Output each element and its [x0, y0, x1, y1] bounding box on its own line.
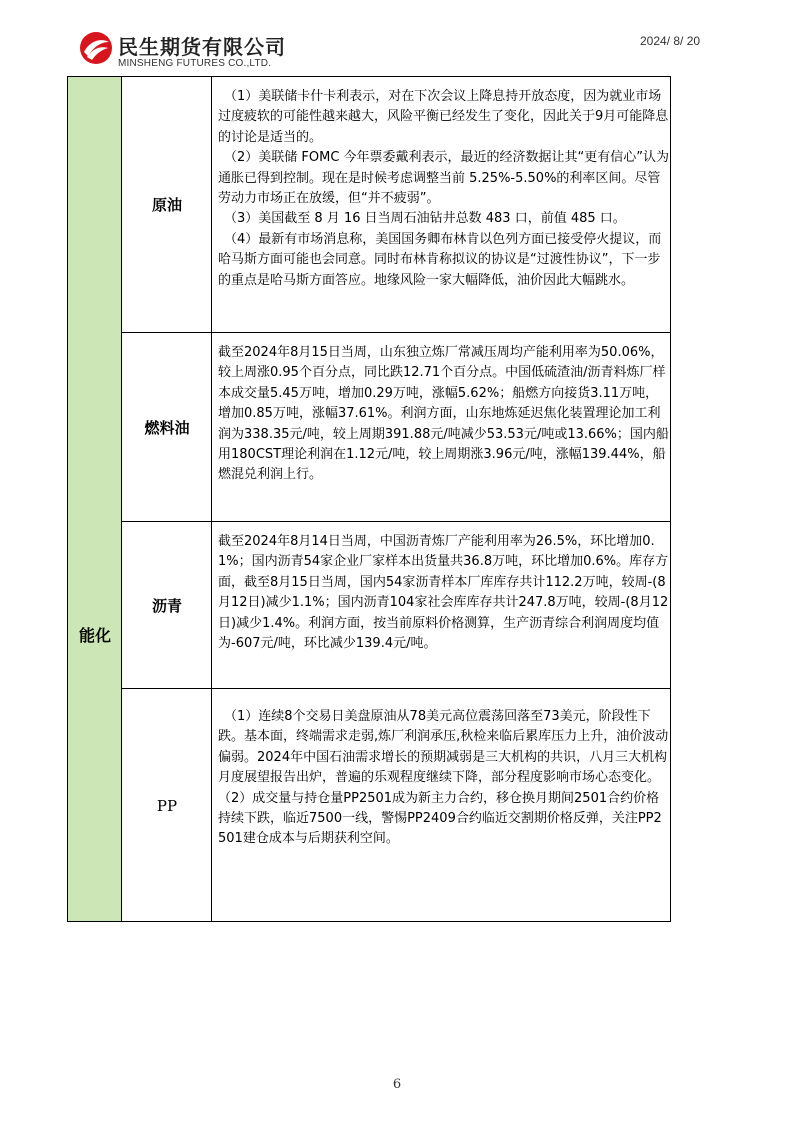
- commodity-content: [212, 333, 670, 486]
- content-paragraph: 截至2024年8月15日当周，山东独立炼厂常减压周均产能利用率为50.06%，较上周涨0.95个百分点，同比跌12.71个百分点。中国低硫渣油/沥青料炼厂样本成交量5.45万吨，增加0.29万吨，涨幅5.62%；船燃方向接货3.11万吨，增加0.85万吨，涨幅37.61%。利润方面，山东地炼延迟焦化装置理论加工利润为338.35元/吨，较上周期391.88元/吨减少53.53元/吨或13.66%；国内船用180CST理论利润在1.12元/吨，较上周期涨3.96元/吨，涨幅139.44%，船燃混兑利润上行。: [218, 345, 669, 483]
- page-header: [0, 0, 794, 72]
- content-paragraph: （2）美联储 FOMC 今年票委戴利表示，最近的经济数据让其“更有信心”认为通胀已得到控制。现在是时候考虑调整当前 5.25%-5.50%的利率区间。尽管劳动力市场正在放缓，但“并不疲弱”。: [218, 150, 670, 207]
- commodity-name-cell: [122, 689, 212, 921]
- commodity-table: [67, 76, 671, 922]
- table-row-crude-oil: [122, 77, 670, 333]
- sector-cell: [68, 77, 122, 921]
- content-paragraph: （4）最新有市场消息称，美国国务卿布林肯以色列方面已接受停火提议，而哈马斯方面可能也会同意。同时布林肯称拟议的协议是“过渡性协议”，下一步的重点是哈马斯方面答应。地缘风险一家大幅降低，油价因此大幅跳水。: [218, 231, 662, 288]
- commodity-name-cell: [122, 522, 212, 688]
- commodity-name: 沥青: [151, 597, 182, 615]
- commodity-name: 燃料油: [144, 419, 190, 437]
- commodity-name: 原油: [151, 196, 182, 214]
- company-name-cn: 民生期货有限公司: [118, 35, 286, 59]
- content-paragraph: （1）美联储卡什卡利表示，对在下次会议上降息持开放态度，因为就业市场过度疲软的可能性越来越大，风险平衡已经发生了变化，因此关于9月可能降息的讨论是适当的。: [218, 89, 669, 145]
- minsheng-logo-icon: [78, 30, 114, 66]
- company-name-en: MINSHENG FUTURES CO.,LTD.: [118, 58, 272, 69]
- commodity-content: [212, 522, 670, 654]
- table-row-fuel-oil: [122, 333, 670, 522]
- table-row-pp: [122, 689, 670, 921]
- content-paragraph: （3）美国截至 8 月 16 日当周石油钻井总数 483 口，前值 485 口。: [224, 211, 626, 227]
- page-number: 6: [392, 1077, 402, 1092]
- sector-label: 能化: [78, 626, 111, 645]
- content-paragraph: 截至2024年8月14日当周，中国沥青炼厂产能利用率为26.5%，环比增加0.1%；国内沥青54家企业厂家样本出货量共36.8万吨，环比增加0.6%。库存方面，截至8月15日当周，国内54家沥青样本厂库库存共计112.2万吨，较周-(8月12日)减少1.1%；国内沥青104家社会库库存共计247.8万吨，较周-(8月12日)减少1.4%。利润方面，按当前原料价格测算，生产沥青综合利润周度均值为-607元/吨，环比减少139.4元/吨。: [218, 534, 669, 652]
- commodity-content: [212, 689, 670, 850]
- table-row-asphalt: [122, 522, 670, 689]
- commodity-name: PP: [156, 797, 178, 815]
- content-paragraph: （1）连续8个交易日美盘原油从78美元高位震荡回落至73美元，阶段性下跌。基本面，终端需求走弱,炼厂利润承压,秋检来临后累库压力上升，油价波动偏弱。2024年中国石油需求增长的预期减弱是三大机构的共识，八月三大机构月度展望报告出炉，普遍的乐观程度继续下降，部分程度影响市场心态变化。（2）成交量与持仓量PP2501成为新主力合约，移仓换月期间2501合约价格持续下跌，临近7500一线，警惕PP2409合约临近交割期价格反弹，关注PP2501建仓成本与后期获利空间。: [218, 709, 669, 847]
- commodity-name-cell: [122, 333, 212, 521]
- commodity-content: [212, 77, 670, 291]
- report-date: 2024/ 8/ 20: [640, 34, 701, 48]
- commodity-name-cell: [122, 77, 212, 332]
